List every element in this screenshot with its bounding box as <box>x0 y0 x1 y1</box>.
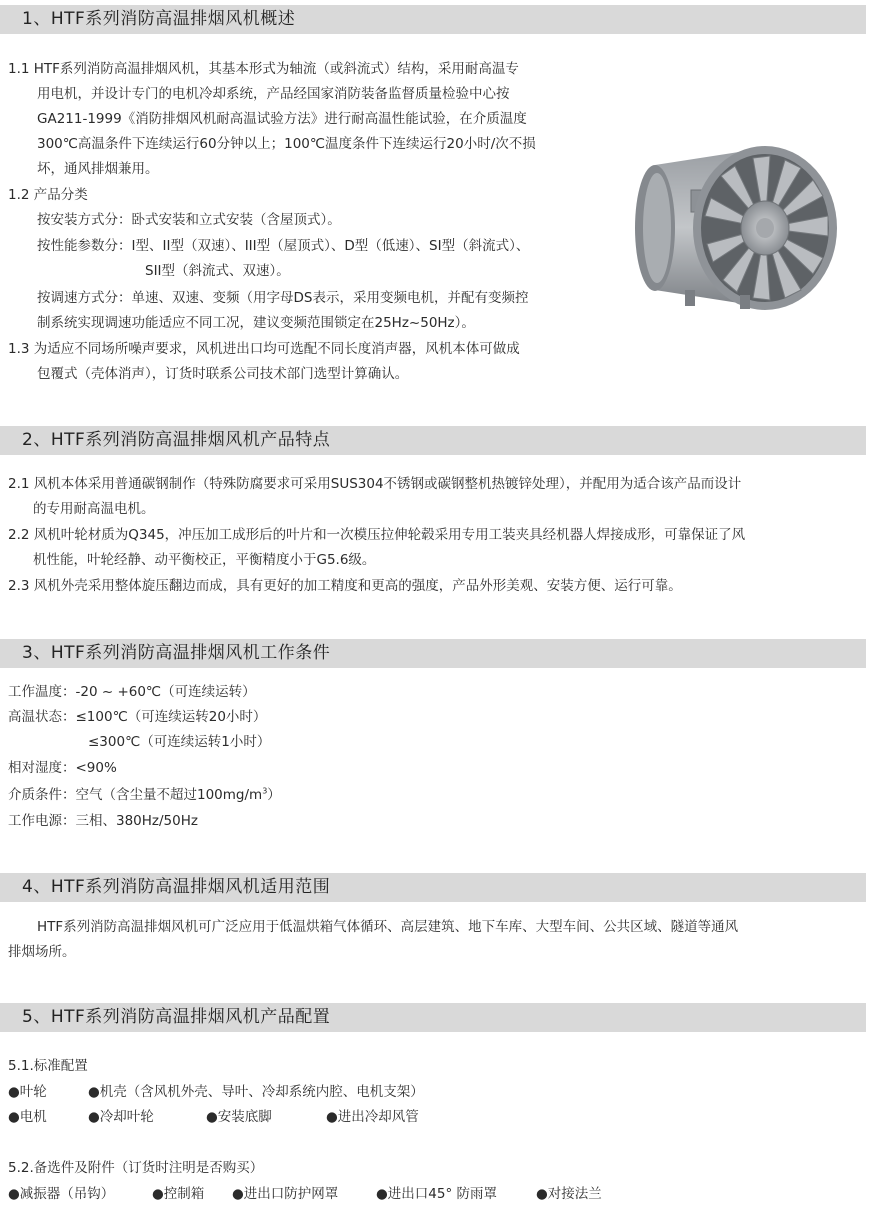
opt-item-flange: ●对接法兰 <box>536 1186 602 1202</box>
para-1-1-line2: 用电机，并设计专门的电机冷却系统，产品经国家消防装备监督质量检验中心按 <box>37 86 510 102</box>
para-1-1-line1: 1.1 HTF系列消防高温排烟风机，其基本形式为轴流（或斜流式）结构，采用耐高温专 <box>8 61 519 77</box>
section-3-title: 3、HTF系列消防高温排烟风机工作条件 <box>22 643 331 663</box>
application-line2: 排烟场所。 <box>8 944 76 960</box>
std-item-motor: ●电机 <box>8 1109 47 1125</box>
para-2-3: 2.3 风机外壳采用整体旋压翻边而成，具有更好的加工精度和更高的强度，产品外形美观、安装方便、运行可靠。 <box>8 578 682 594</box>
para-1-1-line3: GA211-1999《消防排烟风机耐高温试验方法》进行耐高温性能试验，在介质温度 <box>37 111 527 127</box>
para-1-2-perf-line2: SII型（斜流式、双速）。 <box>145 263 290 279</box>
work-temperature: 工作温度：-20 ~ +60℃（可连续运转） <box>8 684 256 700</box>
section-5-title: 5、HTF系列消防高温排烟风机产品配置 <box>22 1007 331 1027</box>
medium-condition <box>8 783 281 808</box>
opt-item-control-box: ●控制箱 <box>152 1186 205 1202</box>
para-1-2-title: 1.2 产品分类 <box>8 187 88 203</box>
para-1-2-speed-line1: 按调速方式分：单速、双速、变频（用字母DS表示，采用变频电机，并配有变频控 <box>37 290 529 306</box>
para-1-2-install: 按安装方式分：卧式安装和立式安装（含屋顶式）。 <box>37 212 341 228</box>
medium-condition-sup: 3 <box>262 786 268 796</box>
medium-condition-text: 介质条件：空气（含尘量不超过100mg/m <box>8 787 263 803</box>
opt-item-rain-cover: ●进出口45° 防雨罩 <box>376 1186 497 1202</box>
opt-item-guard-net: ●进出口防护网罩 <box>232 1186 339 1202</box>
section-4-header <box>0 873 866 902</box>
section-4-title: 4、HTF系列消防高温排烟风机适用范围 <box>22 877 331 897</box>
optional-config-title: 5.2.备选件及附件（订货时注明是否购买） <box>8 1160 264 1176</box>
medium-condition-suffix: ） <box>267 787 281 803</box>
standard-config-title: 5.1.标准配置 <box>8 1058 88 1074</box>
high-temp-state-1: 高温状态：≤100℃（可连续运转20小时） <box>8 709 267 725</box>
para-2-2-line2: 机性能，叶轮经静、动平衡校正，平衡精度小于G5.6级。 <box>33 552 376 568</box>
para-1-2-perf-line1: 按性能参数分：I型、II型（双速）、III型（屋顶式）、D型（低速）、SI型（斜流式）、 <box>37 238 530 254</box>
section-1-title: 1、HTF系列消防高温排烟风机概述 <box>22 9 296 29</box>
para-1-3-line1: 1.3 为适应不同场所噪声要求，风机进出口均可选配不同长度消声器，风机本体可做成 <box>8 341 520 357</box>
std-item-cooling-impeller: ●冷却叶轮 <box>88 1109 154 1125</box>
section-2-title: 2、HTF系列消防高温排烟风机产品特点 <box>22 430 331 450</box>
std-item-casing: ●机壳（含风机外壳、导叶、冷却系统内腔、电机支架） <box>88 1084 424 1100</box>
std-item-impeller: ●叶轮 <box>8 1084 47 1100</box>
para-1-2-speed-line2: 制系统实现调速功能适应不同工况，建议变频范围锁定在25Hz~50Hz）。 <box>37 315 475 331</box>
para-1-1-line5: 坏，通风排烟兼用。 <box>37 161 159 177</box>
application-line1: HTF系列消防高温排烟风机可广泛应用于低温烘箱气体循环、高层建筑、地下车库、大型车间、公共区域、隧道等通风 <box>37 919 739 935</box>
para-2-1-line2: 的专用耐高温电机。 <box>33 501 155 517</box>
high-temp-state-2: ≤300℃（可连续运转1小时） <box>88 734 271 750</box>
std-item-cooling-duct: ●进出冷却风管 <box>326 1109 419 1125</box>
section-2-header <box>0 426 866 455</box>
relative-humidity: 相对湿度：<90% <box>8 760 117 776</box>
para-2-2-line1: 2.2 风机叶轮材质为Q345，冲压加工成形后的叶片和一次模压拉伸轮毂采用专用工装夹具经机器人焊接成形，可靠保证了风 <box>8 527 746 543</box>
power-supply: 工作电源：三相、380Hz/50Hz <box>8 813 198 829</box>
section-5-header <box>0 1003 866 1032</box>
section-1-header <box>0 5 866 34</box>
opt-item-damper: ●减振器（吊钩） <box>8 1186 115 1202</box>
std-item-mounting-feet: ●安装底脚 <box>206 1109 272 1125</box>
para-1-1-line4: 300℃高温条件下连续运行60分钟以上；100℃温度条件下连续运行20小时/次不损 <box>37 136 536 152</box>
para-1-3-line2: 包覆式（壳体消声），订货时联系公司技术部门选型计算确认。 <box>37 366 409 382</box>
para-2-1-line1: 2.1 风机本体采用普通碳钢制作（特殊防腐要求可采用SUS304不锈钢或碳钢整机热镀锌处理），并配用为适合该产品而设计 <box>8 476 742 492</box>
section-3-header <box>0 639 866 668</box>
axial-fan-photo <box>625 140 850 315</box>
